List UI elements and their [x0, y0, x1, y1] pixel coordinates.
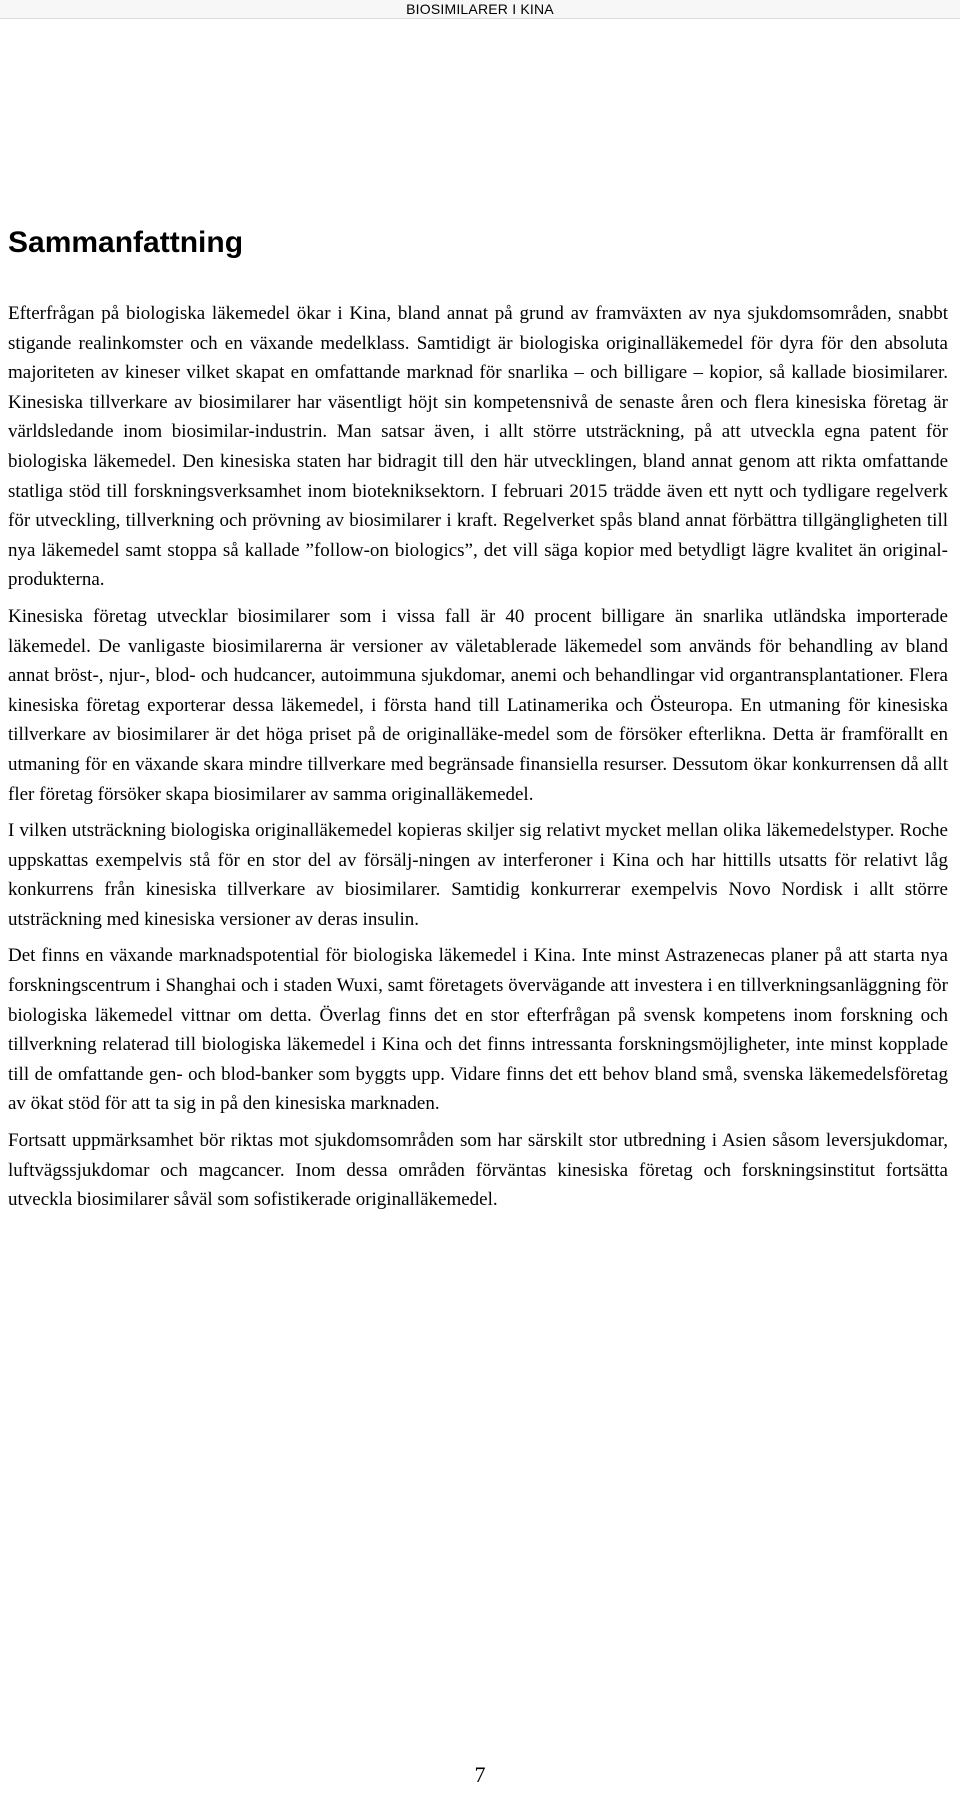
paragraph-2: Kinesiska företag utvecklar biosimilarer som i vissa fall är 40 procent billigare än snarlika utländska importerade läkemedel. De vanligaste biosimilarerna är versioner av väletablerade läkemedel som används för behandling av bland annat bröst-, njur-, blod- och hudcancer, autoimmuna sjukdomar, anemi och behandlingar vid organtransplantationer. Flera kinesiska företag exporterar dessa läkemedel, i första hand till Latinamerika och Östeuropa. En utmaning för kinesiska tillverkare av biosimilarer är det höga priset på de originalläke-medel som de försöker efterlikna. Detta är framförallt en utmaning för en växande skara mindre tillverkare med begränsade finansiella resurser. Dessutom ökar konkurrensen då allt fler företag försöker skapa biosimilarer av samma originalläkemedel.: [8, 605, 948, 805]
paragraph-1: Efterfrågan på biologiska läkemedel ökar i Kina, bland annat på grund av framväxten av nya sjukdomsområden, snabbt stigande realinkomster och en växande medelklass. Samtidigt är biologiska originalläkemedel för dyra för den absoluta majoriteten av kineser vilket skapat en omfattande marknad för snarlika – och billigare – kopior, så kallade biosimilarer. Kinesiska tillverkare av biosimilarer har väsentligt höjt sin kompetensnivå de senaste åren och flera kinesiska företag är världsledande inom biosimilar-industrin. Man satsar även, i allt större utsträckning, på att utveckla egna patent för biologiska läkemedel. Den kinesiska staten har bidragit till den här utvecklingen, bland annat genom att rikta omfattande statliga stöd till forskningsverksamhet inom biotekniksektorn. I februari 2015 trädde även ett nytt och tydligare regelverk för utveckling, tillverkning och prövning av biosimilarer i kraft. Regelverket spås bland annat förbättra tillgängligheten till nya läkemedel samt stoppa så kallade ”follow-on biologics”, det vill säga kopior med betydligt lägre kvalitet än original-produkterna.: [8, 303, 948, 591]
paragraph-5: Fortsatt uppmärksamhet bör riktas mot sjukdomsområden som har särskilt stor utbredning i Asien såsom leversjukdomar, luftvägssjukdomar och magcancer. Inom dessa områden förväntas kinesiska företag och forskningsinstitut fortsätta utveckla biosimilarer såväl som sofistikerade originalläkemedel.: [8, 1130, 948, 1211]
page-number: 7: [474, 1762, 486, 1787]
running-header: BIOSIMILARER I KINA: [0, 0, 960, 19]
body-text: [8, 299, 948, 1222]
page-title: Sammanfattning: [8, 226, 244, 259]
paragraph-4: Det finns en växande marknadspotential för biologiska läkemedel i Kina. Inte minst Astrazenecas planer på att starta nya forskningscentrum i Shanghai och i staden Wuxi, samt företagets övervägande att investera i en tillverkningsanläggning för biologiska läkemedel vittnar om detta. Överlag finns det en stor efterfrågan på svensk kompetens inom forskning och tillverkning relaterad till biologiska läkemedel i Kina och det finns intressanta forskningsmöjligheter, inte minst kopplade till de omfattande gen- och blod-banker som byggts upp. Vidare finns det ett behov bland små, svenska läkemedelsföretag av ökat stöd för att ta sig in på den kinesiska marknaden.: [8, 945, 948, 1115]
paragraph-3: I vilken utsträckning biologiska originalläkemedel kopieras skiljer sig relativt mycket mellan olika läkemedelstyper. Roche uppskattas exempelvis stå för en stor del av försälj-ningen av interferoner i Kina och har hittills utsatts för relativt låg konkurrens från kinesiska tillverkare av biosimilarer. Samtidig konkurrerar exempelvis Novo Nordisk i allt större utsträckning med kinesiska versioner av deras insulin.: [8, 820, 948, 930]
